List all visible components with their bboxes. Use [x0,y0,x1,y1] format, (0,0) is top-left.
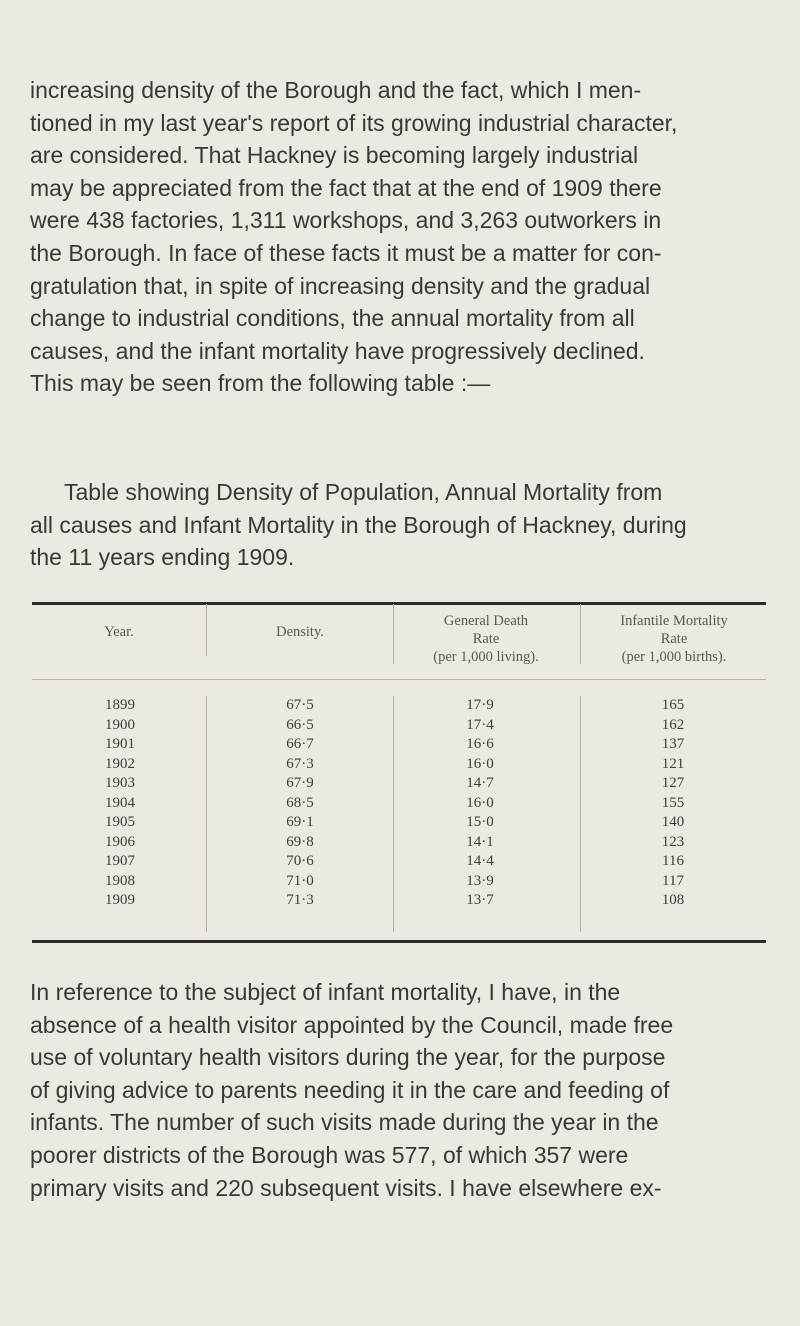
paragraph-1-line-5: were 438 factories, 1,311 workshops, and 3,263 outworkers in [30,207,662,234]
paragraph-2-line-4: of giving advice to parents needing it in the care and feeding of [30,1076,670,1103]
paragraph-1-line-9: causes, and the infant mortality have progressively declined. [30,337,645,364]
cell-year: 1899 [105,697,135,713]
cell-year: 1905 [105,814,135,830]
cell-density: 69·8 [286,833,314,850]
cell-year: 1903 [105,775,135,791]
header-density [230,623,370,641]
cell-infant-rate: 116 [662,853,684,869]
cell-density: 67·5 [286,697,314,713]
cell-infant-rate: 108 [661,892,685,908]
cell-death-rate: 13·7 [466,892,494,908]
cell-death-rate: 15·0 [466,814,494,830]
cell-year: 1904 [105,794,135,811]
cell-year: 1907 [105,853,135,869]
cell-death-rate: 14·1 [466,833,494,850]
cell-death-rate: 17·4 [466,716,494,733]
paragraph-2-line-7: primary visits and 220 subsequent visits. I have elsewhere ex- [30,1174,662,1201]
paragraph-1-line-7: gratulation that, in spite of increasing density and the gradual [30,272,651,299]
cell-density: 71·0 [286,872,314,889]
cell-infant-rate: 155 [661,794,685,811]
column-divider [206,696,207,932]
header-line: Year. [104,624,134,640]
cell-density: 66·7 [286,736,314,752]
cell-infant-rate: 117 [662,872,684,889]
column-divider [580,604,581,664]
column-divider [393,696,394,932]
header-year [64,623,174,641]
paragraph-1-line-2: tioned in my last year's report of its growing industrial character, [30,109,678,136]
paragraph-2-line-1: In reference to the subject of infant mortality, I have, in the [30,979,621,1005]
cell-infant-rate: 137 [661,736,685,752]
cell-death-rate: 13·9 [466,872,494,889]
body-paragraph-2 [30,976,778,1204]
cell-year: 1909 [105,892,135,908]
paragraph-1-line-4: may be appreciated from the fact that at the end of 1909 there [30,174,662,201]
header-line: Density. [276,624,324,640]
cell-density: 68·5 [286,794,314,811]
cell-death-rate: 17·9 [466,697,494,713]
cell-density: 67·9 [286,775,314,791]
cell-density: 66·5 [286,716,314,733]
cell-infant-rate: 127 [661,775,685,791]
cell-infant-rate: 121 [661,755,685,772]
paragraph-1-line-3: are considered. That Hackney is becoming largely industrial [30,142,639,169]
paragraph-1-line-1: increasing density of the Borough and the fact, which I men- [30,77,642,103]
table-bottom-rule [32,940,766,943]
header-general-death-rate [396,612,576,666]
paragraph-1-line-6: the Borough. In face of these facts it must be a matter for con- [30,239,662,266]
cell-death-rate: 14·7 [466,775,494,791]
caption-line-1: Table showing Density of Population, Annual Mortality from [64,479,663,505]
column-divider [206,604,207,656]
paragraph-2-line-2: absence of a health visitor appointed by the Council, made free [30,1011,674,1038]
cell-year: 1900 [105,716,135,733]
header-line: (per 1,000 births). [621,649,727,665]
cell-death-rate: 16·0 [466,794,494,811]
cell-density: 71·3 [286,892,314,908]
cell-infant-rate: 165 [661,697,685,713]
cell-infant-rate: 140 [661,814,685,830]
cell-death-rate: 16·6 [466,736,494,752]
body-paragraph-1 [30,74,778,400]
caption-line-3: the 11 years ending 1909. [30,544,295,571]
cell-infant-rate: 162 [661,716,685,733]
column-divider [580,696,581,932]
paragraph-2-line-5: infants. The number of such visits made during the year in the [30,1109,659,1136]
header-line: General Death [443,613,529,629]
paragraph-1-line-8: change to industrial conditions, the annual mortality from all [30,305,635,332]
cell-year: 1901 [105,736,135,752]
header-line: Rate [660,631,688,647]
table-top-rule [32,602,766,605]
cell-year: 1902 [105,755,135,772]
header-line: Infantile Mortality [620,613,728,629]
caption-line-2: all causes and Infant Mortality in the Borough of Hackney, during [30,511,687,538]
table-header-rule [32,679,766,680]
header-infantile-mortality-rate [583,612,765,666]
header-line: Rate [472,631,500,647]
cell-death-rate: 14·4 [466,853,494,869]
cell-density: 67·3 [286,755,314,772]
table-caption [30,476,778,574]
header-line: (per 1,000 living). [433,649,539,665]
cell-year: 1908 [105,872,135,889]
cell-year: 1906 [105,833,135,850]
column-divider [393,604,394,664]
cell-density: 69·1 [286,814,314,830]
cell-density: 70·6 [286,853,314,869]
paragraph-2-line-3: use of voluntary health visitors during the year, for the purpose [30,1044,666,1071]
paragraph-2-line-6: poorer districts of the Borough was 577, of which 357 were [30,1141,629,1168]
cell-death-rate: 16·0 [466,755,494,772]
paragraph-1-line-10: This may be seen from the following table :— [30,370,491,397]
cell-infant-rate: 123 [661,833,685,850]
